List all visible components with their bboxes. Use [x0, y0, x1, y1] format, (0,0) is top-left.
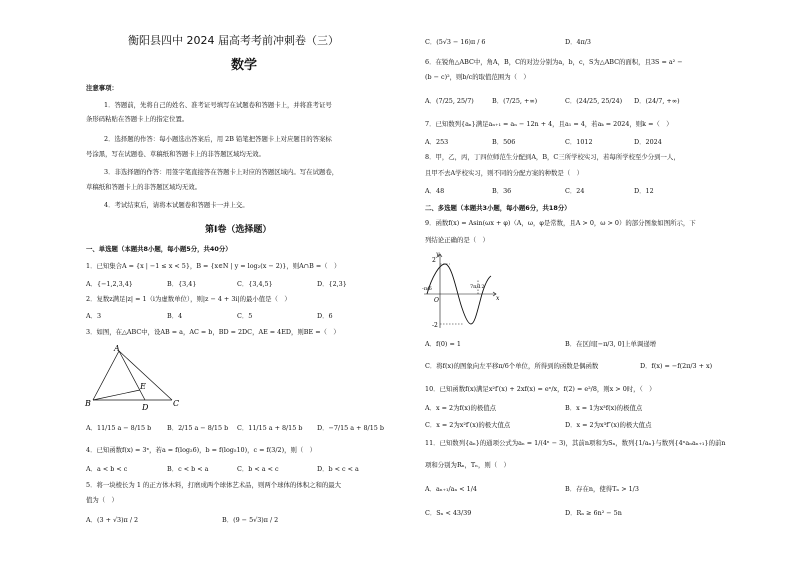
option-c: C．将f(x)的图象向左平移π/6个单位，所得到的函数是偶函数: [425, 362, 599, 370]
question-stem: 10．已知函数f(x)满足x²f′(x) + 2xf(x) = eˣ/x，f(2) = e²/8，则x > 0时，（ ）: [425, 385, 656, 393]
option-a: A．aₙ₊₁/aₙ < 1/4: [425, 485, 477, 493]
note-line: 1．答题前，先将自己的姓名、准考证号填写在试题卷和答题卡上，并将准考证号: [104, 101, 332, 109]
option-b: B．在区间[−π/3, 0]上单调递增: [565, 340, 657, 348]
note-line: 3．非选择题的作答：用签字笔直接答在答题卡上对应的答题区域内。写在试题卷，: [104, 168, 339, 176]
question-stem: 列结论正确的是（ ）: [425, 236, 489, 244]
option-a: A．a < b < c: [86, 465, 128, 473]
section-heading: 一、单选题（本题共8小题，每小题5分，共40分）: [86, 245, 232, 253]
option-d: D．12: [634, 187, 654, 195]
option-b: B．36: [492, 187, 512, 195]
section-heading: 二、多选题（本题共3小题，每小题6分，共18分）: [425, 204, 571, 212]
question-stem: 2．复数z满足|z| = 1（i为虚数单位），则|z − 4 + 3i|的最小值是（ ）: [86, 295, 291, 303]
question-stem: 9．函数f(x) = Asin(ωx + φ)（A，ω，φ是常数，且A > 0，ω > 0）的部分图象如图所示，下: [425, 219, 696, 227]
vertex-c-label: C: [173, 399, 180, 408]
option-c: C．11/15 a + 8/15 b: [237, 424, 303, 432]
exam-title: 衡阳县四中 2024 届高考考前冲刺卷（三）: [128, 34, 339, 47]
option-b: B．(7/25, +∞): [492, 97, 538, 105]
option-c: C．1012: [565, 138, 593, 146]
option-d: D．{2,3}: [317, 280, 347, 288]
subject-title: 数学: [231, 58, 258, 73]
vertex-b-label: B: [85, 399, 91, 408]
option-b: B．x = 1为x³f(x)的极值点: [565, 404, 643, 412]
y-max-label: 2: [432, 257, 436, 264]
option-c: C．(24/25, 25/24): [565, 97, 623, 105]
option-d: D．2024: [634, 138, 662, 146]
question-stem: 3．如图，在△ABC中，设AB = a，AC = b，BD = 2DC，AE = 4ED，则BE =（ ）: [86, 328, 340, 336]
x-axis-label: x: [496, 295, 500, 302]
option-c: C．24: [565, 187, 585, 195]
question-stem: 值为（ ）: [86, 496, 118, 504]
notes-heading: 注意事项：: [86, 84, 118, 92]
note-line: 4．考试结束后，请将本试题卷和答题卡一并上交。: [104, 201, 249, 209]
question-stem: 6．在锐角△ABC中，角A，B，C的对边分别为a，b，c，S为△ABC的面积，且3S = a² −: [425, 58, 683, 66]
point-d-label: D: [142, 403, 149, 411]
option-d: D．b < c < a: [317, 465, 359, 473]
note-line: 2．选择题的作答：每小题选出答案后，用 2B 铅笔把答题卡上对应题目的答案标: [104, 135, 332, 143]
y-min-label: -2: [432, 322, 438, 329]
option-b: B．存在n，使得Tₙ > 1/3: [565, 485, 639, 493]
origin-label: O: [434, 297, 439, 304]
question-stem: 7．已知数列{aₙ}满足aₙ₊₁ = aₙ − 12n + 4，且a₁ = 4，若aₖ = 2024，则k =（ ）: [425, 120, 673, 128]
y-axis-label: y: [436, 251, 440, 258]
option-a: A．(7/25, 25/7): [425, 97, 474, 105]
question-stem: 4．已知函数f(x) = 3ˣ，若a = f(log₂6)，b = f(log₅10)，c = f(3/2)，则（ ）: [86, 446, 317, 454]
question-stem: 项和分别为Rₙ，Tₙ，则（ ）: [425, 461, 510, 469]
option-c: C．Sₙ < 43/39: [425, 509, 472, 517]
x-right-tick-label: 7π/12: [470, 284, 485, 290]
question-stem: 11．已知数列{aₙ}的通项公式为aₙ = 1/(4ⁿ − 3)，其前n项和为Sₙ，数列{1/aₙ}与数列{4ⁿaₙaₙ₊₁}的前n: [425, 439, 726, 447]
option-a: A．253: [425, 138, 449, 146]
part-title: 第Ⅰ卷（选择题）: [205, 225, 272, 235]
note-line: 条形码粘贴在答题卡上的指定位置。: [86, 115, 189, 123]
option-a: A．11/15 a − 8/15 b: [86, 424, 152, 432]
option-a: A．48: [425, 187, 445, 195]
point-e-label: E: [140, 382, 146, 391]
question-stem: 且甲不去A学校实习，则不同的分配方案的种数是（ ）: [425, 169, 583, 177]
question-stem: 5．将一块棱长为 1 的正方体木料，打磨成两个球体艺术品，则两个球体的体积之和的最大: [86, 481, 342, 489]
question-stem: 8．甲，乙，丙，丁四位师范生分配到A，B，C三所学校实习，若每所学校至少分到一人，: [425, 153, 680, 161]
option-a: A．(3 + √3)π / 2: [86, 516, 139, 524]
option-a: A．x = 2为f(x)的极值点: [425, 404, 497, 412]
option-c: C．x = 2为x²f′(x)的极大值点: [425, 421, 511, 429]
question-stem: 1．已知集合A = {x | −1 ≤ x < 5}，B = {x∈N | y = log₂(x − 2)}，则A∩B =（ ）: [86, 262, 341, 270]
option-c: C．{3,4,5}: [237, 280, 273, 288]
option-b: B．4: [167, 312, 183, 320]
option-a: A．{−1,2,3,4}: [86, 280, 133, 288]
option-d: D．6: [317, 312, 333, 320]
option-c: C．b < a < c: [237, 465, 279, 473]
note-line: 草稿纸和答题卡上的非答题区域均无效。: [86, 183, 202, 191]
sine-graph: [422, 250, 504, 332]
option-b: B．506: [492, 138, 516, 146]
option-a: A．f(0) = 1: [425, 340, 461, 348]
option-d: D．(24/7, +∞): [634, 97, 680, 105]
option-b: B．{3,4}: [167, 280, 197, 288]
option-d: D．Rₙ ≥ 6n² − 5n: [565, 509, 622, 517]
option-c: C．(5√3 − 16)π / 6: [425, 38, 486, 46]
x-left-tick-label: -π/6: [422, 286, 432, 292]
triangle-figure: [84, 343, 184, 411]
option-d: D．4π/3: [565, 38, 591, 46]
option-d: D．x = 2为x³f″(x)的极大值点: [565, 421, 652, 429]
vertex-a-label: A: [114, 344, 120, 353]
note-line: 号涂黑，写在试题卷、草稿纸和答题卡上的非答题区域均无效。: [86, 150, 265, 158]
option-b: B．(9 − 5√3)π / 2: [222, 516, 279, 524]
option-a: A．3: [86, 312, 102, 320]
option-d: D．−7/15 a + 8/15 b: [317, 424, 384, 432]
question-stem: (b − c)²，则b/c的取值范围为（ ）: [425, 73, 530, 81]
option-d: D．f(x) = −f(2π/3 + x): [640, 362, 713, 370]
option-b: B．2/15 a − 8/15 b: [167, 424, 229, 432]
option-c: C．5: [237, 312, 253, 320]
option-b: B．c < b < a: [167, 465, 209, 473]
